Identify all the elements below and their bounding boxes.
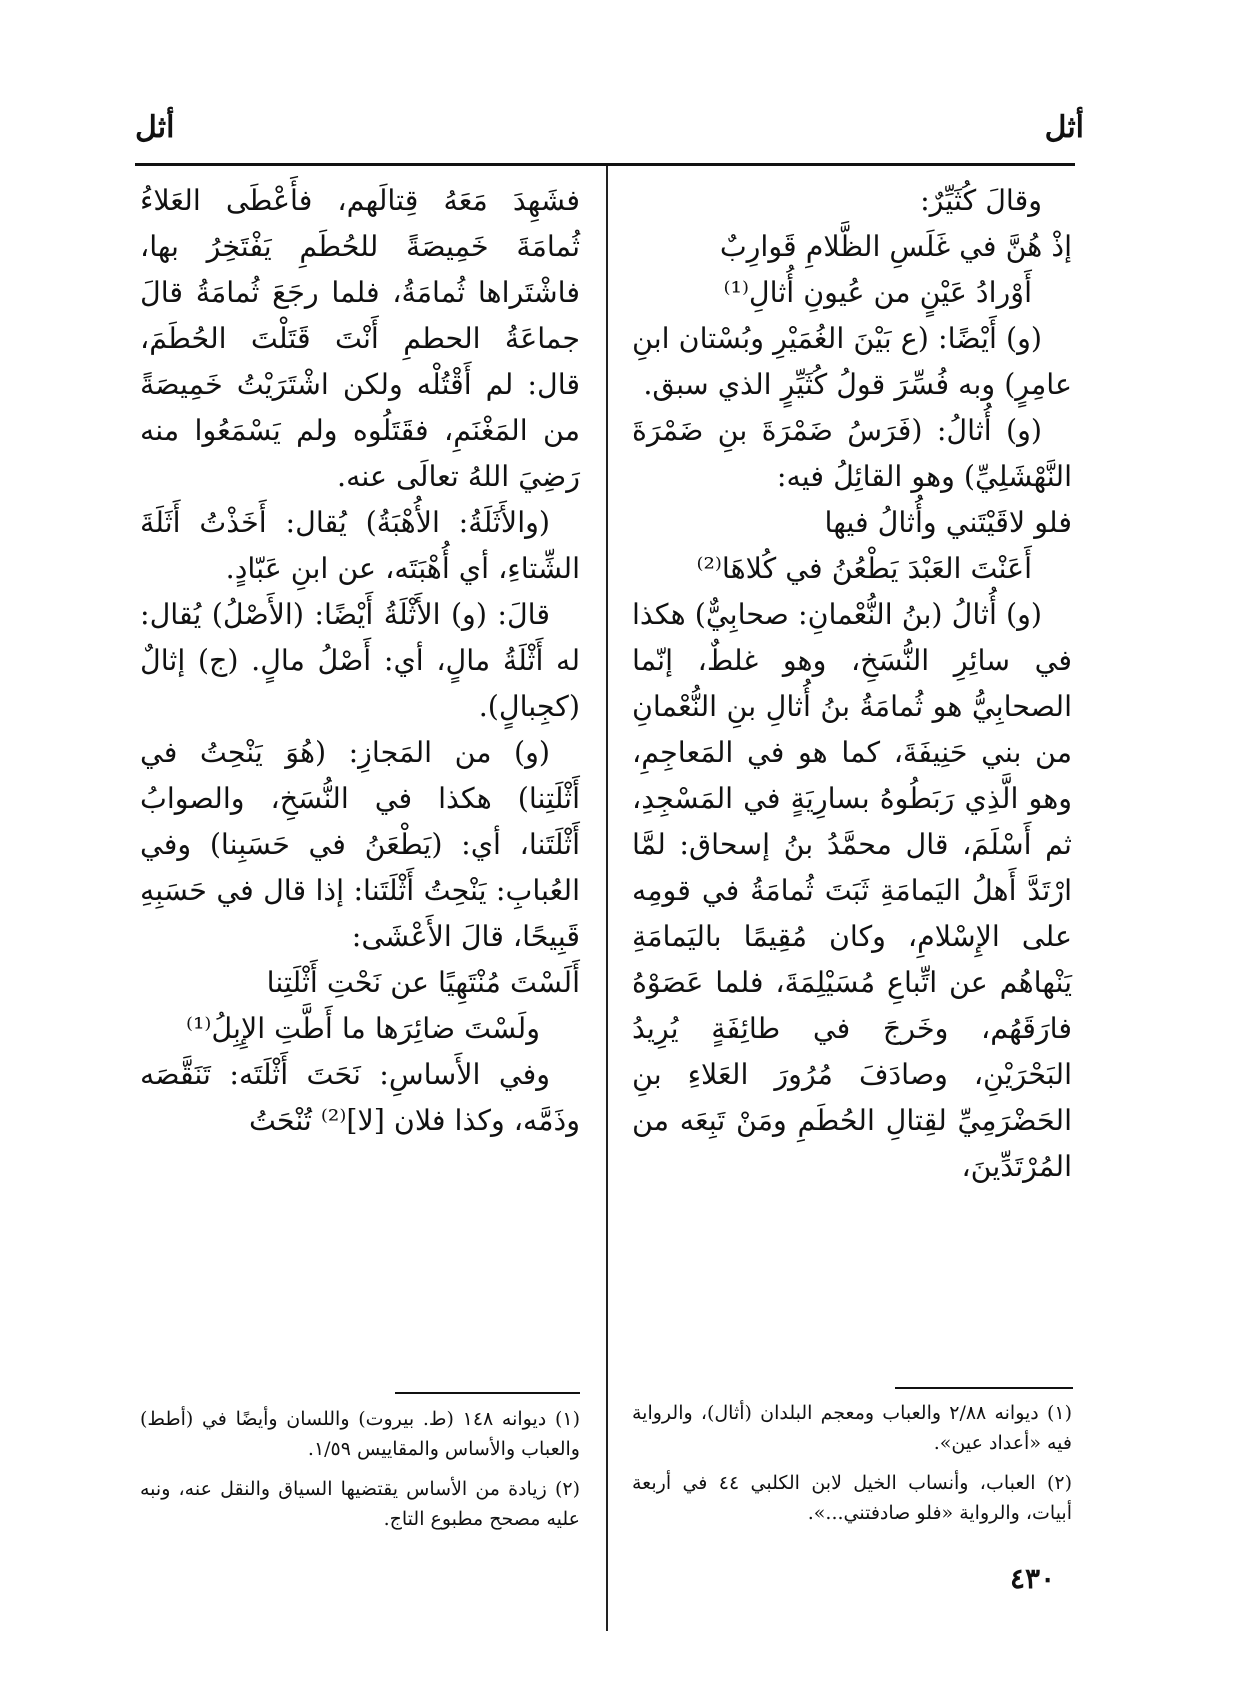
paragraph: وقالَ كُثَيِّرٌ:	[920, 184, 1042, 217]
footnotes-left	[140, 1404, 580, 1544]
footnotes-right	[632, 1398, 1072, 1538]
footnote-rule	[895, 1387, 1073, 1389]
page-number: ٤٣٠	[1010, 1562, 1056, 1595]
verse-line: فلو لاقَيْتَني وأُثالُ فيها	[824, 506, 1072, 539]
verse-line: إذْ هُنَّ في غَلَسِ الظَّلامِ قَوارِبٌ	[719, 230, 1072, 263]
verse-line: أَعَنْتَ العَبْدَ يَطْعُنُ في كُلاهَا⁽²⁾	[696, 552, 1032, 585]
header-rule	[135, 163, 1075, 166]
verse-line: ولَسْتَ ضائِرَها ما أَطَّتِ الإِبِلُ⁽¹⁾	[185, 1012, 540, 1045]
column-divider	[606, 166, 608, 1631]
right-column	[632, 178, 1072, 1190]
paragraph: (و) أُثالُ: (فَرَسُ ضَمْرَةَ بنِ ضَمْرَةَ النَّهْشَلِيِّ) وهو القائِلُ فيه:	[632, 414, 1072, 493]
paragraph: (و) أُثالُ (بنُ النُّعْمانِ: صحابِيٌّ) هكذا في سائِرِ النُّسَخِ، وهو غلطٌ، إنّما الصحابِيُّ هو ثُمامَةُ بنُ أُثالِ بنِ النُّعْمانِ من بني حَنِيفَةَ، كما هو في المَعاجِمِ، وهو الَّذِي رَبَطُوهُ بسارِيَةٍ في المَسْجِدِ، ثم أَسْلَمَ، قال محمَّدُ بنُ إسحاق: لمَّا ارْتَدَّ أَهلُ اليَمامَةِ ثَبَتَ ثُمامَةُ في قومِه على الإِسْلامِ، وكان مُقِيمًا باليَمامَةِ يَنْهاهُم عن اتِّباعِ مُسَيْلِمَةَ، فلما عَصَوْهُ فارَقَهُم، وخَرجَ في طائِفَةٍ يُرِيدُ البَحْرَيْنِ، وصادَفَ مُرُورَ العَلاءِ بنِ الحَضْرَمِيِّ لقِتالِ الحُطَمِ ومَنْ تَبِعَه من المُرْتَدِّينَ،	[632, 598, 1072, 1183]
paragraph: وفي الأَساسِ: نَحَتَ أَثْلَتَه: تَنَقَّصَه وذَمَّه، وكذا فلان [لا]⁽²⁾ تُنْحَتُ	[140, 1058, 580, 1137]
footnote-rule	[395, 1392, 580, 1394]
footnote: (١) ديوانه ٢/٨٨ والعباب ومعجم البلدان (أثال)، والرواية فيه «أعداد عين».	[632, 1402, 1073, 1454]
footnote: (٢) العباب، وأنساب الخيل لابن الكلبي ٤٤ في أربعة أبيات، والرواية «فلو صادفتني...».	[632, 1472, 1073, 1524]
paragraph: فشَهِدَ مَعَهُ قِتالَهم، فأَعْطَى العَلاءُ ثُمامَةَ خَمِيصَةً للحُطَمِ يَفْتَخِرُ بها، فاشْتَراها ثُمامَةُ، فلما رجَعَ ثُمامَةُ قالَ جماعَةُ الحطمِ أَنْتَ قَتَلْتَ الحُطَمَ، قال: لم أَقْتُلْه ولكن اشْتَرَيْتُ خَمِيصَةً من المَغْنَمِ، فقَتَلُوه ولم يَسْمَعُوا منه رَضِيَ اللهُ تعالَى عنه.	[140, 184, 580, 493]
paragraph: (والأَثَلَةُ: الأُهْبَةُ) يُقال: أَخَذْتُ أَثَلَةَ الشِّتاءِ، أي أُهْبَتَه، عن ابنِ عَبّادٍ.	[140, 506, 580, 585]
footnote: (١) ديوانه ١٤٨ (ط. بيروت) واللسان وأيضًا في (أطط) والعباب والأساس والمقاييس ١/٥٩.	[140, 1408, 581, 1460]
running-head-right: أثل	[1044, 110, 1084, 145]
running-head-left: أثل	[135, 110, 175, 145]
verse-line: أَلَسْتَ مُنْتَهِيًا عن نَحْتِ أَثْلَتِنا	[266, 966, 580, 999]
paragraph: قالَ: (و) الأَثْلَةُ أَيْضًا: (الأَصْلُ) يُقال: له أَثْلَةُ مالٍ، أي: أَصْلُ مالٍ. (ج) إثالٌ (كجِبالٍ).	[140, 598, 580, 723]
paragraph: (و) أَيْضًا: (ع بَيْنَ الغُمَيْرِ وبُسْتان ابنِ عامِرٍ) وبه فُسِّرَ قولُ كُثَيِّرٍ الذي سبق.	[632, 322, 1072, 401]
paragraph: (و) من المَجازِ: (هُوَ يَنْحِتُ في أَثْلَتِنا) هكذا في النُّسَخِ، والصوابُ أَثْلَتَنا، أي: (يَطْعَنُ في حَسَبِنا) وفي العُبابِ: يَنْحِتُ أَثْلَتَنا: إذا قال في حَسَبِهِ قَبِيحًا، قالَ الأَعْشَى:	[140, 736, 580, 953]
footnote: (٢) زيادة من الأساس يقتضيها السياق والنقل عنه، ونبه عليه مصحح مطبوع التاج.	[140, 1478, 580, 1530]
left-column	[140, 178, 580, 1144]
verse-line: أَوْرادُ عَيْنٍ من عُيونِ أُثالِ⁽¹⁾	[723, 276, 1032, 309]
